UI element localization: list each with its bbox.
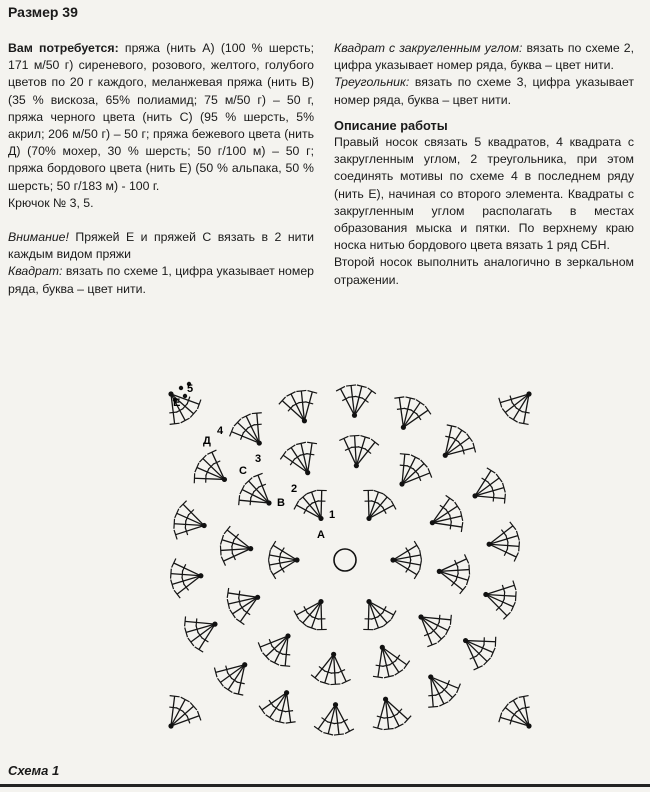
fan-r1-stitch <box>321 602 322 630</box>
fan-r2-top <box>460 586 466 594</box>
fan-r1-top <box>391 501 396 510</box>
corner-fan-4-top <box>509 698 518 703</box>
fan-r2-top <box>411 455 420 459</box>
fan-r3-stitch <box>399 398 403 428</box>
fan-r3-top <box>519 541 520 551</box>
fan-r3-top <box>188 638 194 646</box>
fan-r2-bar <box>440 505 447 510</box>
fan-r1-top <box>294 501 299 510</box>
fan-r2-bar <box>376 665 384 666</box>
fan-r3-dot <box>222 477 227 482</box>
fan-r2-stitch <box>266 636 288 656</box>
fan-r2-top <box>395 670 403 676</box>
corner-fan-1-top <box>181 418 190 423</box>
fan-r3-bar <box>285 711 293 712</box>
fan-r3-stitch <box>185 621 215 624</box>
rounded-square-label: Квадрат с закругленным углом: <box>334 41 523 55</box>
fan-r2-top <box>371 439 379 445</box>
color-label-a: А <box>317 529 325 541</box>
fan-r1-top <box>294 611 299 620</box>
fan-r3-top <box>496 474 502 482</box>
materials-column <box>8 40 314 298</box>
fan-r3-bar <box>482 478 489 482</box>
fan-r3-stitch <box>287 693 291 723</box>
fan-r2-dot <box>331 652 336 657</box>
fan-r2-stitch <box>421 617 441 639</box>
fan-r3-top <box>259 706 265 714</box>
fan-r3-stitch <box>386 699 408 719</box>
fan-r3-top <box>345 729 354 734</box>
color-label-b: В <box>277 497 285 509</box>
corner-fan-4-bar <box>522 707 530 708</box>
fan-r1-stitch <box>368 602 369 630</box>
fan-r3-dot <box>443 453 448 458</box>
fan-r3-top <box>439 702 448 706</box>
fan-r2-top <box>446 495 454 501</box>
fan-r3-bar <box>411 410 418 414</box>
fan-r3-bar <box>445 436 453 438</box>
corner-fan-2-top <box>509 417 518 422</box>
bottom-rule <box>0 784 650 787</box>
chart-labels <box>173 383 335 541</box>
fan-r2-dot <box>437 569 442 574</box>
square-label: Квадрат: <box>8 264 63 279</box>
fan-r3-bar <box>182 570 183 578</box>
fan-r2-top <box>230 610 236 618</box>
fan-r2-top <box>350 435 360 436</box>
fan-r3-bar <box>362 398 369 403</box>
fan-r3-stitch <box>282 401 304 421</box>
fan-r2-top <box>280 451 286 459</box>
fan-r3-top <box>458 427 466 433</box>
fan-r3-stitch <box>489 536 518 545</box>
fan-r3-dot <box>401 425 406 430</box>
fan-r3-dot <box>487 542 492 547</box>
fan-r3-bar <box>184 584 189 590</box>
corner-fan-2-bar <box>522 412 530 413</box>
fan-r2-top <box>236 619 244 625</box>
rounded-square-paragraph <box>334 40 634 74</box>
fan-r3-stitch <box>378 699 386 728</box>
fan-r2-bar <box>400 465 408 466</box>
fan-r2-bar <box>250 497 251 505</box>
fan-r3-stitch <box>486 585 515 594</box>
fan-r3-stitch <box>237 422 259 443</box>
fan-r2-bar <box>282 654 290 655</box>
fan-r2-stitch <box>378 647 382 677</box>
fan-r3-stitch <box>475 478 499 496</box>
fan-r3-dot <box>333 702 338 707</box>
fan-r2-top <box>270 661 279 665</box>
fan-r1-dot <box>318 516 323 521</box>
fan-r3-bar <box>458 441 463 447</box>
corner-fan-3-top <box>170 696 180 697</box>
fan-r2-dot <box>266 500 271 505</box>
fan-r3-bar <box>428 695 436 696</box>
corner-fan-3-bar <box>169 707 177 708</box>
second-sock-text: Второй носок выполнить аналогично в зеркальном отражении. <box>334 255 634 287</box>
triangle-label: Треугольник: <box>334 75 410 90</box>
fan-r3-top <box>394 397 404 398</box>
fan-r3-stitch <box>191 624 215 642</box>
fan-r3-dot <box>472 493 477 498</box>
fan-r1-dot <box>390 557 395 562</box>
fan-r3-bar <box>269 700 274 707</box>
fan-r3-stitch <box>475 496 505 499</box>
fan-r2-dot <box>255 595 260 600</box>
fan-r3-top <box>218 678 224 686</box>
fan-r3-top <box>334 734 344 735</box>
fan-r3-top <box>171 569 172 579</box>
fan-r3-bar <box>384 717 392 718</box>
fan-r2-stitch <box>439 571 468 580</box>
fan-r2-top <box>239 495 240 505</box>
description-text: Правый носок связать 5 квадратов, 4 квадрата с закругленным углом, 2 треугольника, при этом соединять мотивы по схеме 4 в последнем ряду (нить Е), начиная со второго элемента. Квадраты с закругленным углом располагать в местах образования мыска и пятки. По верхнему краю носка нитью бордового цвета вязать 1 ряд СБН. <box>334 135 634 253</box>
fan-r3-stitch <box>304 392 312 421</box>
fan-r3-bar <box>196 618 197 626</box>
hook-size: Крючок № 3, 5. <box>8 195 94 210</box>
fan-r3-top <box>224 687 232 693</box>
fan-r1-dot <box>366 516 371 521</box>
fan-r1-bar <box>406 566 410 573</box>
fan-r3-top <box>185 616 186 626</box>
fan-r3-dot <box>212 622 217 627</box>
fan-r2-stitch <box>439 571 463 590</box>
corner-fan-4-bar <box>516 708 523 712</box>
materials-label: Вам потребуется: <box>8 41 119 55</box>
corner-fan-4-stitch <box>505 708 529 726</box>
fan-r3-top <box>296 390 306 391</box>
fan-r1-dot <box>366 599 371 604</box>
fan-r3-top <box>242 414 251 418</box>
attention-paragraph <box>8 229 314 263</box>
fan-r2-stitch <box>315 654 334 678</box>
fan-r3-stitch <box>177 576 201 594</box>
fan-r3-bar <box>227 672 232 678</box>
fan-r2-top <box>450 615 451 625</box>
attention-label: Внимание! <box>8 230 69 245</box>
fan-r3-dot <box>383 697 388 702</box>
fan-r2-stitch <box>402 464 424 484</box>
fan-r3-bar <box>416 413 421 420</box>
fan-r1-stitch <box>369 602 387 623</box>
fan-r3-bar <box>273 706 280 710</box>
fan-r3-bar <box>299 402 307 403</box>
fan-r1-bar <box>280 548 284 555</box>
fan-r3-bar <box>237 682 245 684</box>
fan-r3-top <box>395 724 404 728</box>
fan-r2-top <box>373 676 383 677</box>
materials-paragraph <box>8 40 314 195</box>
fan-r1-top <box>271 570 276 579</box>
fan-r3-dot <box>242 662 247 667</box>
fan-r2-bar <box>239 591 240 599</box>
fan-r3-dot <box>483 592 488 597</box>
fan-r1-stitch <box>321 490 322 518</box>
fan-r3-top <box>174 519 175 529</box>
fan-r2-bar <box>306 454 314 455</box>
row-label-1: 1 <box>329 509 336 521</box>
fan-r2-stitch <box>356 442 375 466</box>
fan-r2-dot <box>285 633 290 638</box>
fan-r1-dot <box>318 599 323 604</box>
fan-r3-top <box>314 726 322 732</box>
fan-r1-top <box>391 611 396 620</box>
chain-dot <box>179 386 183 390</box>
fan-r2-dot <box>399 481 404 486</box>
fan-r3-bar <box>322 718 329 723</box>
attention-text: Пряжей Е и пряжей С вязать в 2 нити каждым видом пряжи <box>8 230 314 262</box>
fan-r1-stitch <box>303 497 321 518</box>
fan-r2-top <box>307 442 317 443</box>
fan-r3-dot <box>302 418 307 423</box>
rounded-square-text: вязать по схеме 2, цифра указывает номер ряда, буква – цвет нити. <box>334 41 635 73</box>
fan-r3-top <box>416 400 424 406</box>
page-title: Размер 39 <box>8 4 78 20</box>
fan-r2-stitch <box>356 437 365 466</box>
description-heading: Описание работы <box>334 117 448 133</box>
fan-r3-dot <box>428 674 433 679</box>
corner-fan-3-top <box>181 697 190 702</box>
fan-r2-top <box>404 661 410 669</box>
triangle-text: вязать по схеме 3, цифра указывает номер ряда, буква – цвет нити. <box>334 75 635 107</box>
fan-r3-top <box>346 385 356 386</box>
fan-r2-top <box>400 454 410 455</box>
row-label-3: 3 <box>255 453 262 465</box>
fan-r1-top <box>414 541 419 550</box>
fan-r2-top <box>469 565 470 575</box>
square-paragraph <box>8 263 314 297</box>
fan-r3-bar <box>507 542 508 550</box>
corner-fan-1-dot <box>168 391 173 396</box>
crochet-chart <box>145 370 555 750</box>
corner-fan-4-top <box>502 704 508 712</box>
fan-r2-bar <box>290 459 295 466</box>
fan-r3-top <box>504 494 505 504</box>
fan-r3-dot <box>202 523 207 528</box>
fan-r3-stitch <box>176 526 205 535</box>
fan-r3-dot <box>257 440 262 445</box>
fan-r3-bar <box>493 494 494 502</box>
fan-r2-dot <box>248 546 253 551</box>
fan-r2-dot <box>430 520 435 525</box>
materials-text: пряжа (нить А) (100 % шерсть; 171 м/50 г) сиреневого, розового, желтого, голубого цветов по 20 г каждого, меланжевая пряжа (нить В) (35 % вискоза, 65% полиамид; 75 м/50 г) – 50 г, пряжа черного цвета (нить С) (95 % шерсть, 5% акрил; 206 м/50 г) – 50 г; пряжа бежевого цвета (нить Д) (70% мохер, 30 % шерсть; 50 г/100 м) – 50 г; пряжа бордового цвета (нить Е) (50 % альпака, 50 % шерсть; 50 г/183 м) - 100 г. <box>8 41 314 193</box>
center-ring <box>334 549 356 571</box>
fan-r3-top <box>487 468 495 473</box>
fan-r3-top <box>266 715 274 721</box>
corner-fan-4-dot <box>526 723 531 728</box>
fan-r2-dot <box>305 470 310 475</box>
fan-r3-stitch <box>466 641 496 642</box>
row-label-4: 4 <box>217 425 224 437</box>
fan-r3-stitch <box>431 677 453 698</box>
fan-r2-bar <box>450 521 451 529</box>
corner-fan-2-top <box>502 408 508 416</box>
fan-r2-top <box>461 522 462 532</box>
fan-r3-top <box>195 647 203 652</box>
square-text: вязать по схеме 1, цифра указывает номер ряда, буква – цвет нити. <box>8 264 314 296</box>
fan-r1-stitch <box>369 497 387 518</box>
scheme-caption: Схема 1 <box>8 763 60 778</box>
fan-r2-top <box>455 502 461 510</box>
fan-r1-dot <box>294 557 299 562</box>
fan-r2-stitch <box>432 523 462 527</box>
fan-r3-stitch <box>172 576 201 585</box>
fan-r2-top <box>227 588 228 598</box>
fan-r2-stitch <box>228 593 258 597</box>
fan-r3-dot <box>284 690 289 695</box>
fan-r3-dot <box>198 573 203 578</box>
fan-r3-bar <box>254 424 262 425</box>
fan-r2-stitch <box>249 481 269 503</box>
fan-r3-stitch <box>194 478 224 479</box>
color-label-d: Д <box>203 435 211 447</box>
color-label-e: Е <box>173 397 181 409</box>
corner-fan-2-bar <box>512 402 517 408</box>
fan-r2-top <box>220 545 221 555</box>
fan-r1-stitch <box>368 490 369 518</box>
fan-r3-top <box>286 722 296 723</box>
fan-r1-top <box>414 570 419 579</box>
fan-r2-bar <box>395 655 400 662</box>
fan-r2-top <box>224 526 230 534</box>
fan-r3-top <box>252 413 262 414</box>
instructions-column <box>334 40 634 289</box>
fan-r3-dot <box>352 413 357 418</box>
fan-r3-top <box>515 591 516 601</box>
fan-r2-stitch <box>227 530 251 549</box>
fan-r2-stitch <box>222 540 251 549</box>
fan-r2-top <box>311 675 319 681</box>
fan-r2-top <box>446 626 450 635</box>
triangle-paragraph <box>334 74 634 108</box>
fan-r3-dot <box>463 638 468 643</box>
fan-r2-stitch <box>308 443 312 473</box>
fan-r3-bar <box>202 638 209 642</box>
fan-r2-dot <box>380 645 385 650</box>
fan-r3-bar <box>397 408 405 409</box>
fan-r2-bar <box>244 610 251 615</box>
fan-r3-top <box>467 434 473 442</box>
fan-r2-dot <box>354 463 359 468</box>
corner-fan-1-top <box>170 423 180 424</box>
corner-fan-2-dot <box>526 391 531 396</box>
fan-r2-stitch <box>325 654 334 683</box>
fan-r2-top <box>280 665 290 666</box>
fan-r3-bar <box>501 530 506 536</box>
fan-r2-top <box>330 684 340 685</box>
fan-r3-top <box>510 522 516 530</box>
fan-r2-bar <box>439 615 440 623</box>
corner-fan-1-bar <box>169 412 177 413</box>
fan-r3-stitch <box>489 526 513 544</box>
fan-r2-top <box>240 485 244 494</box>
row-label-5: 5 <box>187 383 194 395</box>
fan-r1-top <box>271 541 276 550</box>
color-label-c: С <box>239 465 247 477</box>
fan-r3-top <box>287 392 296 396</box>
fan-r3-top <box>368 388 376 394</box>
fan-r3-top <box>384 729 394 730</box>
fan-r3-top <box>428 706 438 707</box>
fan-r1-stitch <box>303 602 321 623</box>
fan-r2-top <box>287 445 295 451</box>
row-label-2: 2 <box>291 483 298 495</box>
corner-fan-2-stitch <box>505 394 529 412</box>
fan-r3-top <box>425 406 431 414</box>
corner-fan-3-dot <box>168 723 173 728</box>
fan-r3-top <box>336 386 345 391</box>
fan-r3-top <box>174 590 180 598</box>
fan-r2-dot <box>418 614 423 619</box>
